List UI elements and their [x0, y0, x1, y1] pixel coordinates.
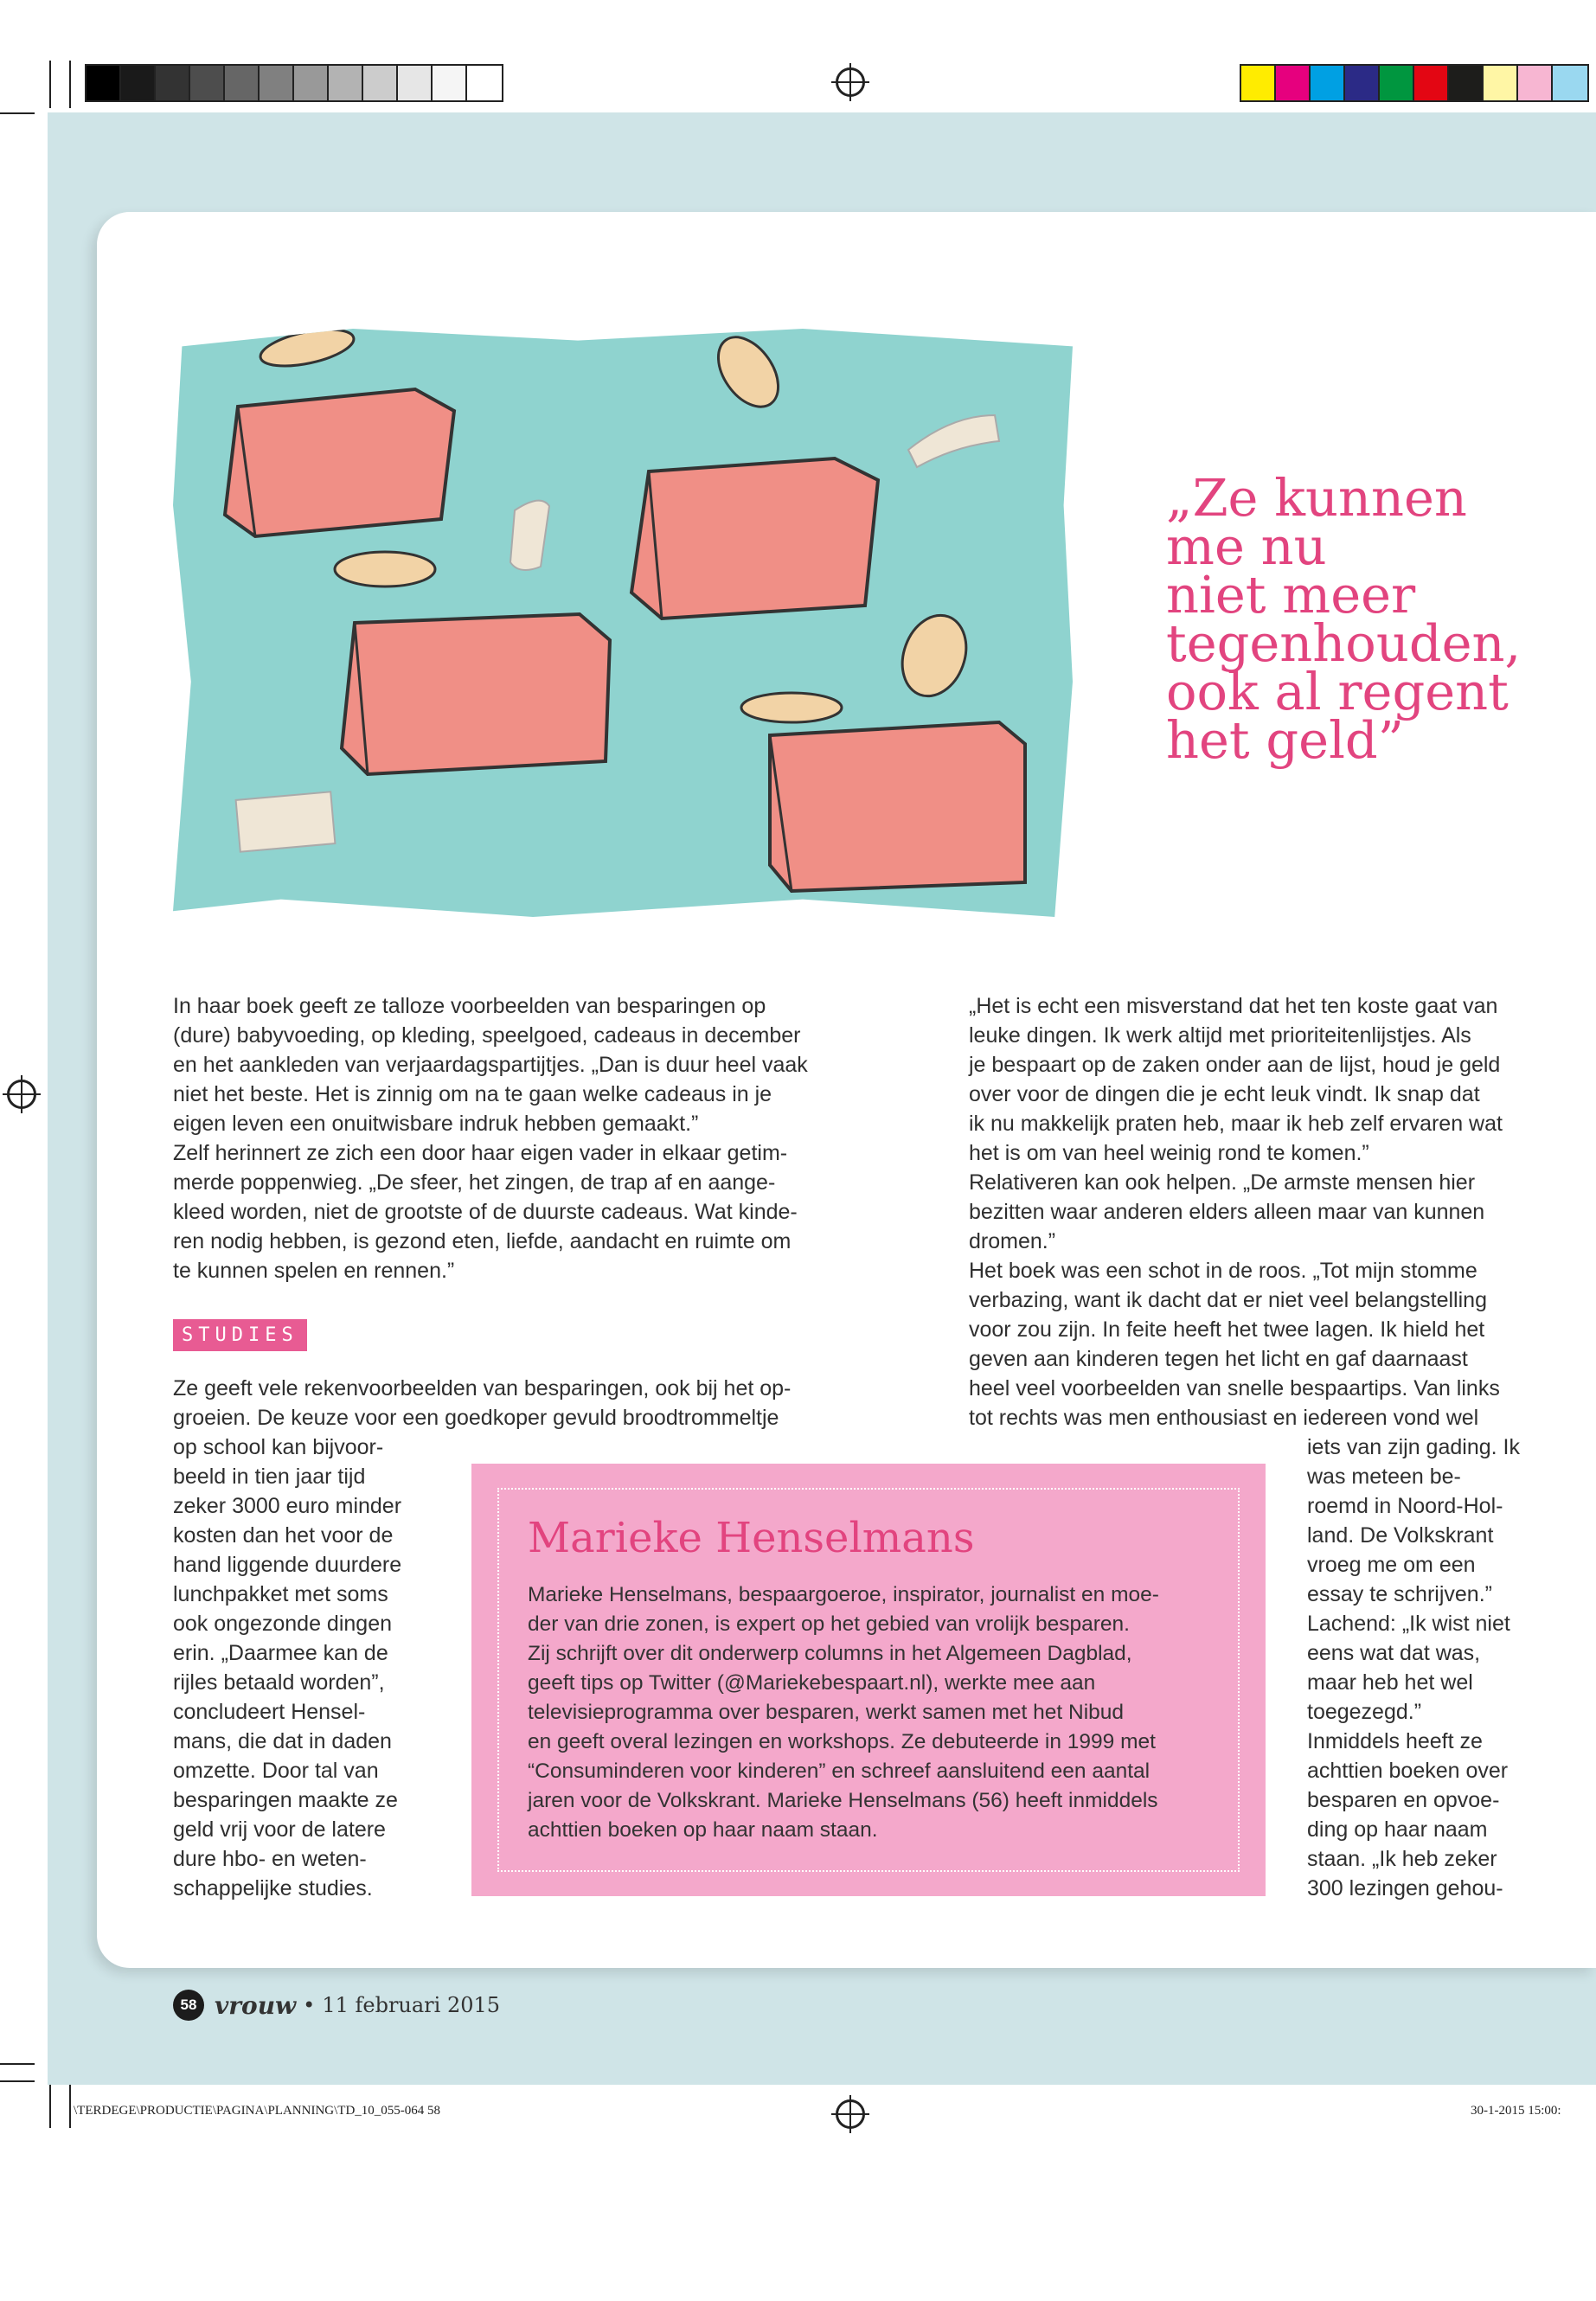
paper-scrap	[908, 415, 999, 467]
text-line: achttien boeken op haar naam staan.	[528, 1818, 878, 1842]
text-line: maar heb het wel	[1307, 1670, 1473, 1695]
text-line: erin. „Daarmee kan de	[173, 1641, 388, 1665]
right-column-top	[969, 991, 1574, 1433]
registration-mark	[836, 67, 865, 97]
issue-date: 11 februari 2015	[322, 1993, 501, 2017]
text-line: „Het is echt een misverstand dat het ten koste gaat van	[969, 994, 1498, 1018]
text-line: schappelijke studies.	[173, 1876, 373, 1900]
text-line: tot rechts was men enthousiast en iedereen vond wel	[969, 1406, 1479, 1430]
text-line: Lachend: „Ik wist niet	[1307, 1612, 1510, 1636]
text-line: zeker 3000 euro minder	[173, 1494, 402, 1518]
quote-line: me nu	[1166, 516, 1327, 576]
bio-title: Marieke Henselmans	[528, 1514, 975, 1562]
coin-icon	[741, 693, 842, 722]
text-line: iets van zijn gading. Ik	[1307, 1435, 1520, 1459]
text-line: 300 lezingen gehou-	[1307, 1876, 1503, 1900]
coin-icon	[706, 329, 790, 418]
registration-mark	[7, 1080, 36, 1109]
text-line: ding op haar naam	[1307, 1817, 1488, 1842]
text-line: geven aan kinderen tegen het licht en gaf daarnaast	[969, 1347, 1468, 1371]
text-line: Zij schrijft over dit onderwerp columns in het Algemeen Dagblad,	[528, 1642, 1132, 1665]
text-line: land. De Volkskrant	[1307, 1523, 1494, 1548]
paper-scrap	[236, 792, 336, 851]
text-line: staan. „Ik heb zeker	[1307, 1847, 1497, 1871]
text-line: ik nu makkelijk praten heb, maar ik heb zelf ervaren wat	[969, 1112, 1503, 1136]
crop-mark	[69, 61, 71, 108]
text-line: bezitten waar anderen elders alleen maar van kunnen	[969, 1200, 1485, 1224]
text-line: eigen leven een onuitwisbare indruk hebben gemaakt.”	[173, 1112, 699, 1136]
text-line: “Consuminderen voor kinderen” en schreef aansluitend een aantal	[528, 1759, 1151, 1783]
text-line: en het aankleden van verjaardagspartijtjes. „Dan is duur heel vaak	[173, 1053, 808, 1077]
crop-mark	[49, 61, 51, 108]
quote-line: niet meer	[1166, 565, 1416, 625]
crop-mark	[0, 112, 35, 114]
wallet-icon	[770, 722, 1025, 891]
text-line: Ze geeft vele rekenvoorbeelden van besparingen, ook bij het op-	[173, 1376, 792, 1400]
text-line: dromen.”	[969, 1229, 1056, 1253]
crop-mark	[0, 2063, 35, 2065]
wallets-and-coins	[173, 329, 1073, 917]
text-line: ren nodig hebben, is gezond eten, liefde, aandacht en ruimte om	[173, 1229, 792, 1253]
text-line: op school kan bijvoor-	[173, 1435, 384, 1459]
crop-mark	[49, 2085, 51, 2128]
text-line: merde poppenwieg. „De sfeer, het zingen, de trap af en aange-	[173, 1170, 776, 1195]
grayscale-bar	[85, 64, 503, 102]
quote-line: „Ze kunnen	[1166, 468, 1467, 528]
crop-mark	[0, 2080, 35, 2082]
coin-icon	[892, 606, 977, 705]
text-line: concludeert Hensel-	[173, 1700, 366, 1724]
text-line: eens wat dat was,	[1307, 1641, 1481, 1665]
text-line: niet het beste. Het is zinnig om na te gaan welke cadeaus in je	[173, 1082, 772, 1106]
wallet-icon	[342, 614, 610, 774]
crop-mark	[69, 2085, 71, 2128]
text-line: kosten dan het voor de	[173, 1523, 394, 1548]
slug-timestamp: 30-1-2015 15:00:	[1471, 2104, 1561, 2118]
text-line: rijles betaald worden”,	[173, 1670, 385, 1695]
text-line: en geeft overal lezingen en workshops. Ze debuteerde in 1999 met	[528, 1730, 1156, 1753]
text-line: vroeg me om een	[1307, 1553, 1476, 1577]
text-line: het is om van heel weinig rond te komen.”	[969, 1141, 1369, 1165]
text-line: ook ongezonde dingen	[173, 1612, 393, 1636]
left-column-narrow	[173, 1433, 458, 1903]
text-line: je bespaart op de zaken onder aan de lijst, houd je geld	[969, 1053, 1501, 1077]
pull-quote	[1166, 468, 1547, 770]
quote-line: tegenhouden,	[1166, 613, 1522, 673]
quote-line: het geld”	[1166, 710, 1404, 770]
text-line: (dure) babyvoeding, op kleding, speelgoed, cadeaus in december	[173, 1023, 801, 1048]
text-line: dure hbo- en weten-	[173, 1847, 367, 1871]
text-line: heel veel voorbeelden van snelle bespaartips. Van links	[969, 1376, 1500, 1400]
page-number: 58	[173, 1990, 204, 2021]
wallet-icon	[225, 389, 454, 536]
right-column-narrow	[1307, 1433, 1584, 1903]
text-line: verbazing, want ik dacht dat er niet veel belangstelling	[969, 1288, 1487, 1312]
text-line: essay te schrijven.”	[1307, 1582, 1492, 1606]
text-line: toegezegd.”	[1307, 1700, 1422, 1724]
left-column-top	[173, 991, 865, 1285]
text-line: roemd in Noord-Hol-	[1307, 1494, 1503, 1518]
text-line: lunchpakket met soms	[173, 1582, 388, 1606]
slug-path: \TERDEGE\PRODUCTIE\PAGINA\PLANNING\TD_10_055-064 58	[74, 2104, 441, 2118]
text-line: was meteen be-	[1307, 1465, 1461, 1489]
text-line: televisieprogramma over besparen, werkt samen met het Nibud	[528, 1701, 1125, 1724]
text-line: Zelf herinnert ze zich een door haar eigen vader in elkaar getim-	[173, 1141, 788, 1165]
left-column-mid	[173, 1374, 865, 1433]
text-line: voor zou zijn. In feite heeft het twee lagen. Ik hield het	[969, 1317, 1485, 1342]
text-line: leuke dingen. Ik werk altijd met prioriteitenlijstjes. Als	[969, 1023, 1471, 1048]
text-line: besparen en opvoe-	[1307, 1788, 1500, 1812]
text-line: groeien. De keuze voor een goedkoper gevuld broodtrommeltje	[173, 1406, 779, 1430]
text-line: beeld in tien jaar tijd	[173, 1465, 366, 1489]
paper-scrap	[510, 501, 549, 570]
section-tag-studies: STUDIES	[173, 1319, 307, 1351]
bio-box	[471, 1464, 1266, 1896]
text-line: besparingen maakte ze	[173, 1788, 398, 1812]
bio-text	[528, 1580, 1220, 1845]
text-line: jaren voor de Volkskrant. Marieke Henselmans (56) heeft inmiddels	[528, 1789, 1158, 1812]
text-line: achttien boeken over	[1307, 1759, 1509, 1783]
text-line: hand liggende duurdere	[173, 1553, 402, 1577]
text-line: Inmiddels heeft ze	[1307, 1729, 1483, 1753]
text-line: mans, die dat in daden	[173, 1729, 392, 1753]
coin-icon	[335, 552, 435, 586]
text-line: Het boek was een schot in de roos. „Tot mijn stomme	[969, 1259, 1477, 1283]
magazine-logo: vrouw	[215, 1990, 297, 2020]
text-line: der van drie zonen, is expert op het gebied van vrolijk besparen.	[528, 1612, 1130, 1636]
text-line: over voor de dingen die je echt leuk vindt. Ik snap dat	[969, 1082, 1480, 1106]
text-line: Relativeren kan ook helpen. „De armste mensen hier	[969, 1170, 1476, 1195]
text-line: omzette. Door tal van	[173, 1759, 379, 1783]
footer-separator: •	[303, 1993, 316, 2017]
text-line: te kunnen spelen en rennen.”	[173, 1259, 455, 1283]
quote-line: ook al regent	[1166, 662, 1509, 721]
text-line: kleed worden, niet de grootste of de duurste cadeaus. Wat kinde-	[173, 1200, 798, 1224]
wallet-icon	[631, 458, 878, 619]
color-bar	[1240, 64, 1589, 102]
page-footer	[173, 1990, 500, 2021]
text-line: In haar boek geeft ze talloze voorbeelden van besparingen op	[173, 994, 766, 1018]
text-line: Marieke Henselmans, bespaargoeroe, inspirator, journalist en moe-	[528, 1583, 1159, 1606]
wallet-illustration	[173, 329, 1073, 917]
text-line: geld vrij voor de latere	[173, 1817, 386, 1842]
registration-mark	[836, 2099, 865, 2129]
text-line: geeft tips op Twitter (@Mariekebespaart.nl), werkte mee aan	[528, 1671, 1096, 1695]
